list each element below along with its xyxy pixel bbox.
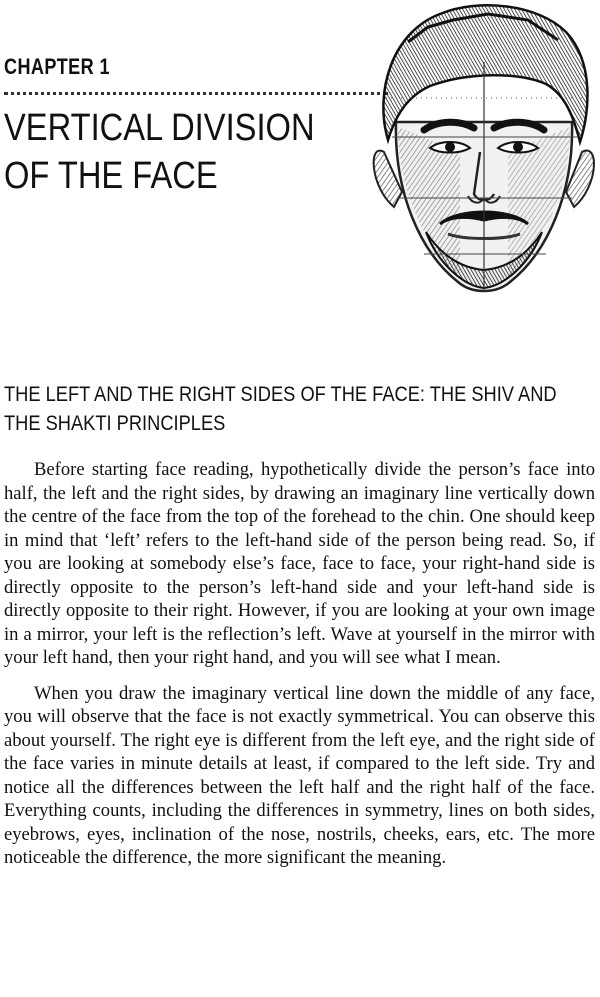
chapter-label: CHAPTER 1	[4, 54, 110, 79]
dotted-divider	[4, 92, 388, 95]
face-grid-illustration-icon	[368, 2, 600, 298]
paragraph-2: When you draw the imaginary vertical line down the middle of any face, you will observe that the face is not exactly symmetrical. You can observe this about yourself. The right eye is different from the left eye, and the right side of the face varies in minute details at least, if compared to the left side. Try and notice all the differences between the left half and the right half of the face. Everything counts, including the differences in symmetry, lines on both sides, eyebrows, eyes, inclination of the nose, nostrils, cheeks, ears, etc. The more noticeable the difference, the more significant the meaning.	[4, 682, 595, 868]
section-heading: THE LEFT AND THE RIGHT SIDES OF THE FACE: THE SHIV AND THE SHAKTI PRINCIPLES	[4, 383, 557, 435]
body-text	[4, 458, 595, 882]
paragraph-1: Before starting face reading, hypothetically divide the person’s face into half, the left and the right sides, by drawing an imaginary line vertically down the centre of the face from the top of the forehead to the chin. One should keep in mind that ‘left’ refers to the left-hand side of the person being read. So, if you are looking at somebody else’s face, face to face, your right-hand side is directly opposite to the person’s left-hand side and your left-hand side is directly opposite to their right. However, if you are looking at your own image in a mirror, your left is the reflection’s left. Wave at yourself in the mirror with your left hand, then your right hand, and you will see what I mean.	[4, 459, 595, 668]
chapter-title	[4, 104, 315, 200]
chapter-title-line-1: VERTICAL DIVISION	[4, 107, 315, 149]
chapter-title-line-2: OF THE FACE	[4, 155, 218, 197]
